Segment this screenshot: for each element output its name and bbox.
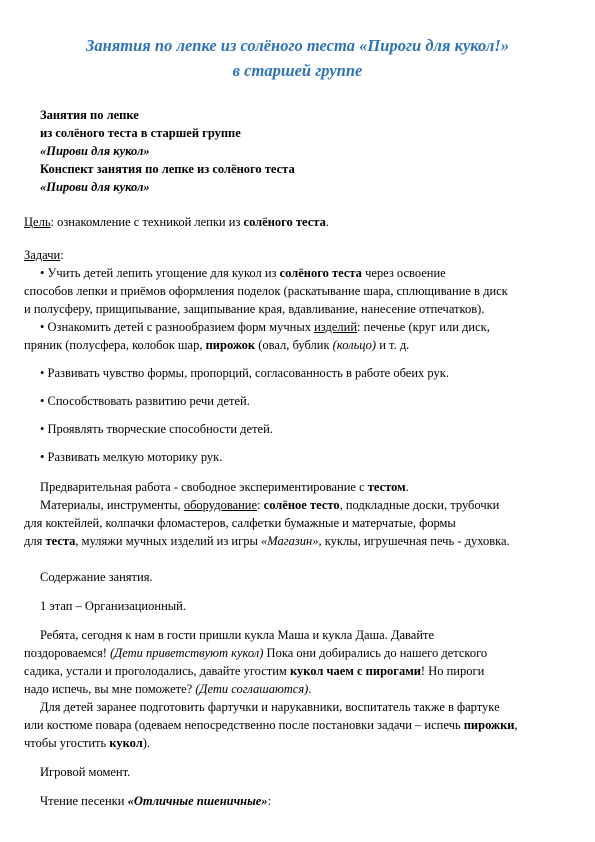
- para-1-text-d: садика, устали и проголодались, давайте угостим: [24, 664, 290, 678]
- para-2-text-a: или костюме повара (одеваем непосредственно после постановки задачи – испечь: [24, 718, 464, 732]
- game-moment: Игровой момент.: [40, 765, 131, 779]
- prep-line-4: [24, 534, 510, 548]
- para-2-line-2: [24, 718, 518, 732]
- task-2-text-h: и т. д.: [376, 338, 410, 352]
- task-2-text-e: пирожок: [205, 338, 256, 352]
- para-2-line-1: Для детей заранее подготовить фартучки и нарукавники, воспитатель также в фартуке: [40, 700, 500, 714]
- stage-1: 1 этап – Организационный.: [40, 599, 186, 613]
- para-1-line-4: [24, 682, 311, 696]
- para-2-text-d: чтобы угостить: [24, 736, 110, 750]
- prep-text-i: для: [24, 534, 46, 548]
- prep-text-b: тестом: [367, 480, 406, 494]
- content-heading: Содержание занятия.: [40, 570, 153, 584]
- prep-text-l: «Магазин»: [261, 534, 319, 548]
- para-1-text-h: (Дети соглашаются): [195, 682, 309, 696]
- para-1-text-g: надо испечь, вы мне поможете?: [24, 682, 196, 696]
- prep-text-m: , куклы, игрушечная печь - духовка.: [318, 534, 510, 548]
- task-1-line-3: и полусферу, прищипывание, защипывание края, вдавливание, нанесение отпечатков).: [24, 302, 485, 316]
- prep-text-j: теста: [45, 534, 76, 548]
- para-2-text-c: ,: [514, 718, 518, 732]
- header-line-2: из солёного теста в старшей группе: [40, 126, 241, 140]
- para-1-line-3: [24, 664, 484, 678]
- song-line: [40, 794, 271, 808]
- goal-text-c: .: [325, 215, 329, 229]
- prep-text-h: , подкладные доски, трубочки: [339, 498, 500, 512]
- song-text-a: Чтение песенки: [40, 794, 128, 808]
- para-2-text-b: пирожки: [463, 718, 515, 732]
- para-1-text-c: Пока они добирались до нашего детского: [263, 646, 488, 660]
- para-1-line-2: [24, 646, 487, 660]
- tasks-label: Задачи: [24, 248, 61, 262]
- task-1-line-1: [40, 266, 446, 280]
- para-1-text-b: (Дети приветствуют кукол): [110, 646, 264, 660]
- prep-line-2: [40, 498, 499, 512]
- task-1-text-c: через освоение: [361, 266, 446, 280]
- prep-text-f: :: [257, 498, 264, 512]
- prep-text-d: Материалы, инструменты,: [40, 498, 184, 512]
- task-2-text-f: (овал, бублик: [255, 338, 333, 352]
- tasks-heading: [24, 248, 64, 262]
- title-line-2: в старшей группе: [232, 61, 363, 80]
- para-1-text-a: поздороваемся!: [24, 646, 111, 660]
- task-1-line-2: способов лепки и приёмов оформления поделок (раскатывание шара, сплющивание в диск: [24, 284, 508, 298]
- para-2-text-e: кукол: [109, 736, 143, 750]
- prep-text-k: , муляжи мучных изделий из игры: [75, 534, 262, 548]
- prep-text-c: .: [405, 480, 409, 494]
- task-1-text-a: • Учить детей лепить угощение для кукол из: [40, 266, 280, 280]
- song-title: «Отличные пшеничные»: [127, 794, 268, 808]
- title-line-1: Занятия по лепке из солёного теста «Пироги для кукол!»: [85, 36, 510, 55]
- para-1-text-i: .: [308, 682, 312, 696]
- goal-text-b: солёного теста: [243, 215, 326, 229]
- task-2-text-d: пряник (полусфера, колобок шар,: [24, 338, 206, 352]
- goal-label: Цель: [24, 215, 51, 229]
- task-2-text-g: (кольцо): [332, 338, 377, 352]
- task-2-line-1: [40, 320, 490, 334]
- prep-text-g: солёное тесто: [263, 498, 340, 512]
- task-4: • Способствовать развитию речи детей.: [40, 394, 250, 408]
- goal-line: [24, 215, 329, 229]
- header-line-4: Конспект занятия по лепке из солёного теста: [40, 162, 295, 176]
- header-line-1: Занятия по лепке: [40, 108, 139, 122]
- task-2-line-2: [24, 338, 409, 352]
- prep-text-a: Предварительная работа - свободное экспериментирование с: [40, 480, 368, 494]
- header-line-3: «Пирови для кукол»: [40, 144, 150, 158]
- prep-line-3: для коктейлей, колпачки фломастеров, салфетки бумажные и матерчатые, формы: [24, 516, 456, 530]
- para-2-line-3: [24, 736, 150, 750]
- document-title: [20, 33, 575, 83]
- tasks-colon: :: [60, 248, 64, 262]
- song-text-c: :: [267, 794, 272, 808]
- task-3: • Развивать чувство формы, пропорций, согласованность в работе обеих рук.: [40, 366, 449, 380]
- task-5: • Проявлять творческие способности детей.: [40, 422, 273, 436]
- para-1-text-f: ! Но пироги: [420, 664, 485, 678]
- goal-text-a: : ознакомление с техникой лепки из: [50, 215, 244, 229]
- prep-line-1: [40, 480, 409, 494]
- task-1-text-b: солёного теста: [279, 266, 362, 280]
- task-2-text-b: изделий: [314, 320, 358, 334]
- task-2-text-a: • Ознакомить детей с разнообразием форм мучных: [40, 320, 315, 334]
- para-1-text-e: кукол чаем с пирогами: [289, 664, 421, 678]
- para-2-text-f: ).: [142, 736, 151, 750]
- task-2-text-c: : печенье (круг или диск,: [357, 320, 490, 334]
- header-line-5: «Пирови для кукол»: [40, 180, 150, 194]
- prep-text-e: оборудование: [183, 498, 258, 512]
- task-6: • Развивать мелкую моторику рук.: [40, 450, 223, 464]
- para-1-line-1: Ребята, сегодня к нам в гости пришли кукла Маша и кукла Даша. Давайте: [40, 628, 435, 642]
